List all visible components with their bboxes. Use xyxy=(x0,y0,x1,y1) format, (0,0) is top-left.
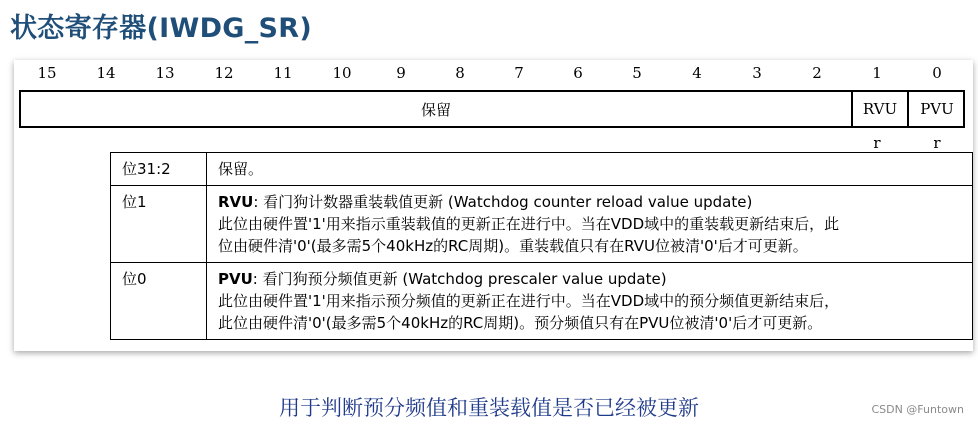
bit-number: 2 xyxy=(812,64,822,82)
bit-number: 10 xyxy=(332,64,352,82)
bit-number: 13 xyxy=(155,64,175,82)
bit-number: 12 xyxy=(214,64,234,82)
bit-range-cell: 位1 xyxy=(111,186,207,263)
bit-range-cell: 位31:2 xyxy=(111,153,207,186)
table-row xyxy=(111,186,973,263)
watermark: CSDN @Funtown xyxy=(871,403,964,416)
description-line: 位由硬件清'0'(最多需5个40kHz的RC周期)。重装载值只有在RVU位被清'0'后才可更新。 xyxy=(218,237,808,255)
bit-number: 3 xyxy=(752,64,762,82)
bit-number: 11 xyxy=(273,64,293,82)
table-row xyxy=(111,263,973,340)
description-summary: : 看门狗计数器重装载值更新 (Watchdog counter reload value update) xyxy=(253,193,753,211)
description-cell xyxy=(207,263,973,340)
description-cell xyxy=(207,153,973,186)
description-cell xyxy=(207,186,973,263)
bit-number: 5 xyxy=(632,64,642,82)
bit-range-cell: 位0 xyxy=(111,263,207,340)
rvu-access: r xyxy=(873,134,881,152)
caption: 用于判断预分频值和重装载值是否已经被更新 xyxy=(279,396,699,420)
description-summary: : 看门狗预分频值更新 (Watchdog prescaler value update) xyxy=(252,270,667,288)
rvu-field: RVU xyxy=(851,92,907,126)
bit-number: 9 xyxy=(396,64,406,82)
description-summary: 保留。 xyxy=(218,160,264,178)
table-row xyxy=(111,153,973,186)
description-line: 此位由硬件置'1'用来指示预分频值的更新正在进行中。当在VDD域中的预分频值更新结束后， xyxy=(218,292,840,310)
bit-number: 14 xyxy=(96,64,116,82)
bit-number: 4 xyxy=(692,64,702,82)
bit-number: 6 xyxy=(573,64,583,82)
bit-number: 15 xyxy=(37,64,57,82)
bit-number: 0 xyxy=(932,64,942,82)
page-title: 状态寄存器(IWDG_SR) xyxy=(10,13,313,44)
bit-description-table xyxy=(110,152,973,340)
bit-number: 8 xyxy=(455,64,465,82)
pvu-field: PVU xyxy=(907,92,965,126)
register-field-box xyxy=(19,90,965,128)
field-name: PVU xyxy=(218,270,253,288)
field-name: RVU xyxy=(218,193,254,211)
register-panel xyxy=(14,60,973,351)
description-line: 此位由硬件清'0'(最多需5个40kHz的RC周期)。预分频值只有在PVU位被清'0'后才可更新。 xyxy=(218,314,823,332)
pvu-access: r xyxy=(933,134,941,152)
bit-number: 1 xyxy=(872,64,882,82)
bit-number: 7 xyxy=(514,64,524,82)
reserved-field: 保留 xyxy=(420,100,451,119)
description-line: 此位由硬件置'1'用来指示重装载值的更新正在进行中。当在VDD域中的重装载更新结束后，此 xyxy=(218,215,840,233)
